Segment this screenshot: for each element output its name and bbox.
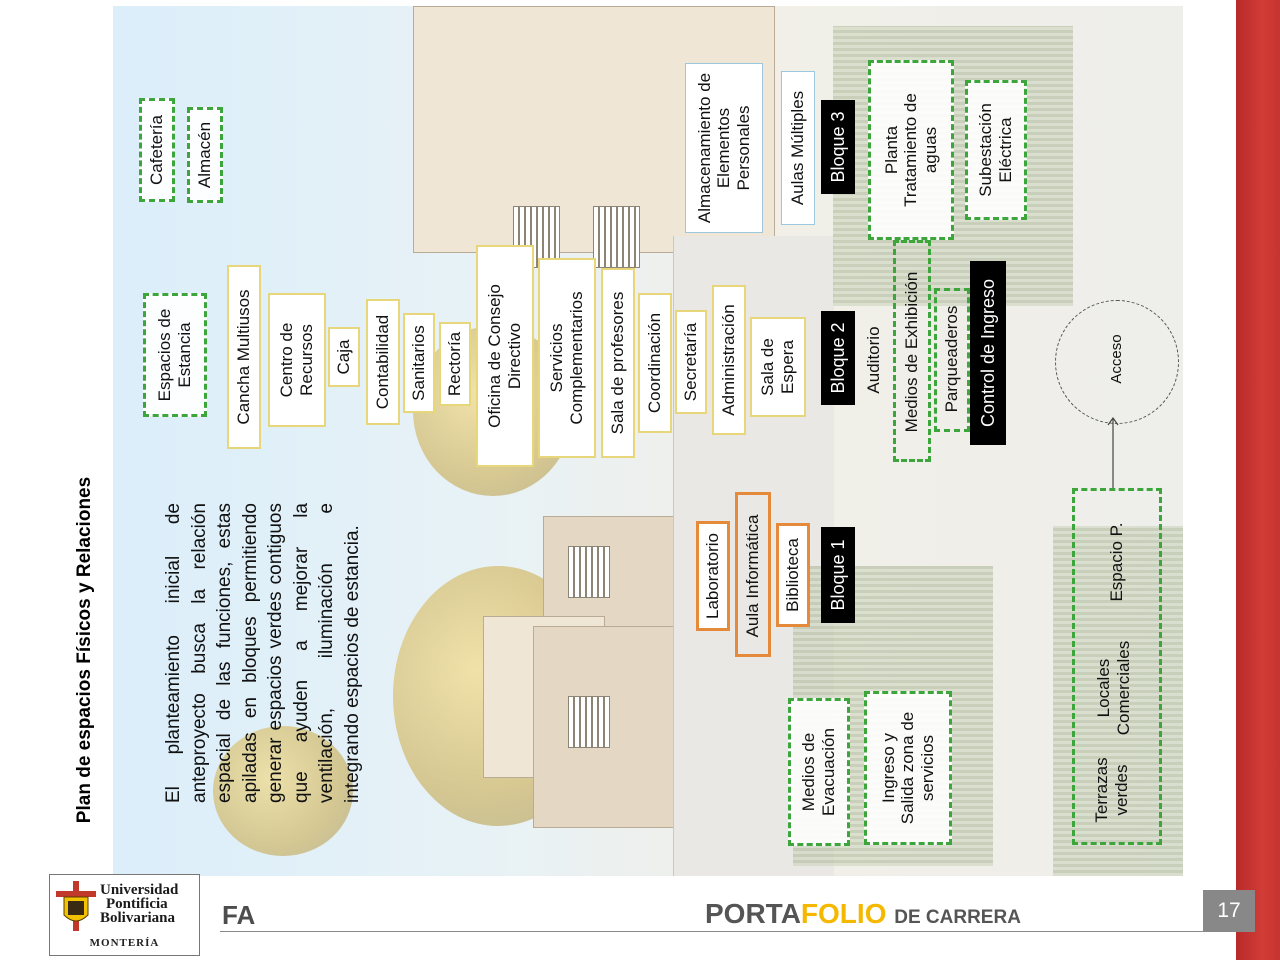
label-laboratorio: Laboratorio bbox=[696, 521, 730, 631]
label-auditorio: Auditorio bbox=[864, 326, 884, 394]
label-cancha: Cancha Multiusos bbox=[227, 265, 261, 449]
label-bloque-2: Bloque 2 bbox=[821, 311, 855, 405]
label-espacios-estancia: Espacios de Estancia bbox=[143, 293, 207, 417]
label-rectoria: Rectoría bbox=[439, 322, 471, 406]
label-parqueaderos: Parqueaderos bbox=[942, 305, 962, 413]
label-secretaria: Secretaría bbox=[675, 310, 707, 414]
uname-line3: Bolivariana bbox=[100, 910, 176, 926]
label-ingreso-salida: Ingreso y Salida zona de servicios bbox=[864, 691, 952, 845]
folio-text: FOLIO bbox=[800, 898, 887, 929]
label-biblioteca: Biblioteca bbox=[776, 523, 810, 627]
page-number: 17 bbox=[1203, 890, 1255, 932]
label-caja: Caja bbox=[328, 327, 360, 387]
label-espacio-p: Espacio P. bbox=[1107, 522, 1127, 602]
label-bloque-3: Bloque 3 bbox=[821, 100, 855, 194]
label-sala-espera: Sala de Espera bbox=[750, 317, 806, 417]
crest-icon bbox=[56, 881, 96, 931]
label-control-ingreso: Control de Ingreso bbox=[970, 261, 1006, 445]
label-locales: Locales Comerciales bbox=[1094, 640, 1133, 736]
label-terrazas: Terrazas verdes bbox=[1092, 757, 1131, 823]
label-servicios-complementarios: Servicios Complementarios bbox=[538, 258, 596, 458]
label-subestacion: Subestación Eléctrica bbox=[965, 80, 1027, 220]
arrow-icon bbox=[1105, 415, 1121, 490]
university-name bbox=[100, 883, 178, 925]
de-carrera-text: DE CARRERA bbox=[894, 907, 1021, 928]
label-bloque-1: Bloque 1 bbox=[821, 527, 855, 623]
uname-line2: Pontificia bbox=[106, 896, 168, 912]
description-paragraph: El planteamiento inicial de anteproyecto busca la relación espacial de las funciones, estas apiladas en bloques permitiendo generar espacios verdes contiguos que ayuden a mejorar la ventilación, iluminación e integrando espacios de estancia. bbox=[163, 503, 363, 803]
label-sala-profesores: Sala de profesores bbox=[601, 268, 635, 458]
uname-line1: Universidad bbox=[100, 882, 179, 898]
label-sanitarios: Sanitarios bbox=[403, 313, 435, 413]
label-cafeteria: Cafetería bbox=[139, 98, 175, 202]
label-coordinacion: Coordinación bbox=[638, 293, 672, 433]
label-almacenamiento: Almacenamiento de Elementos Personales bbox=[685, 63, 763, 233]
label-almacen: Almacén bbox=[187, 107, 223, 203]
label-aula-informatica: Aula Informática bbox=[743, 514, 763, 638]
logo-city: MONTERÍA bbox=[89, 937, 160, 949]
footer-rule bbox=[220, 931, 1230, 932]
label-acceso: Acceso bbox=[1108, 334, 1126, 384]
portafolio-heading bbox=[705, 898, 1021, 930]
footer-fa: FA bbox=[222, 900, 256, 930]
label-aulas-multiples: Aulas Múltiples bbox=[781, 71, 815, 225]
label-administracion: Administración bbox=[712, 285, 746, 435]
label-centro-recursos: Centro de Recursos bbox=[268, 293, 326, 427]
label-planta-tratamiento: Planta Tratamiento de aguas bbox=[868, 60, 954, 240]
label-oficina-consejo: Oficina de Consejo Directivo bbox=[476, 245, 534, 467]
label-medios-exhibicion: Medios de Exhibición bbox=[902, 271, 922, 433]
page-title: Plan de espacios Físicos y Relaciones bbox=[74, 476, 95, 824]
porta-text: PORTA bbox=[705, 898, 801, 929]
label-medios-evacuacion: Medios de Evacuación bbox=[788, 698, 850, 846]
side-accent-bar bbox=[1236, 0, 1280, 960]
label-contabilidad: Contabilidad bbox=[366, 299, 400, 425]
university-logo bbox=[49, 874, 200, 956]
